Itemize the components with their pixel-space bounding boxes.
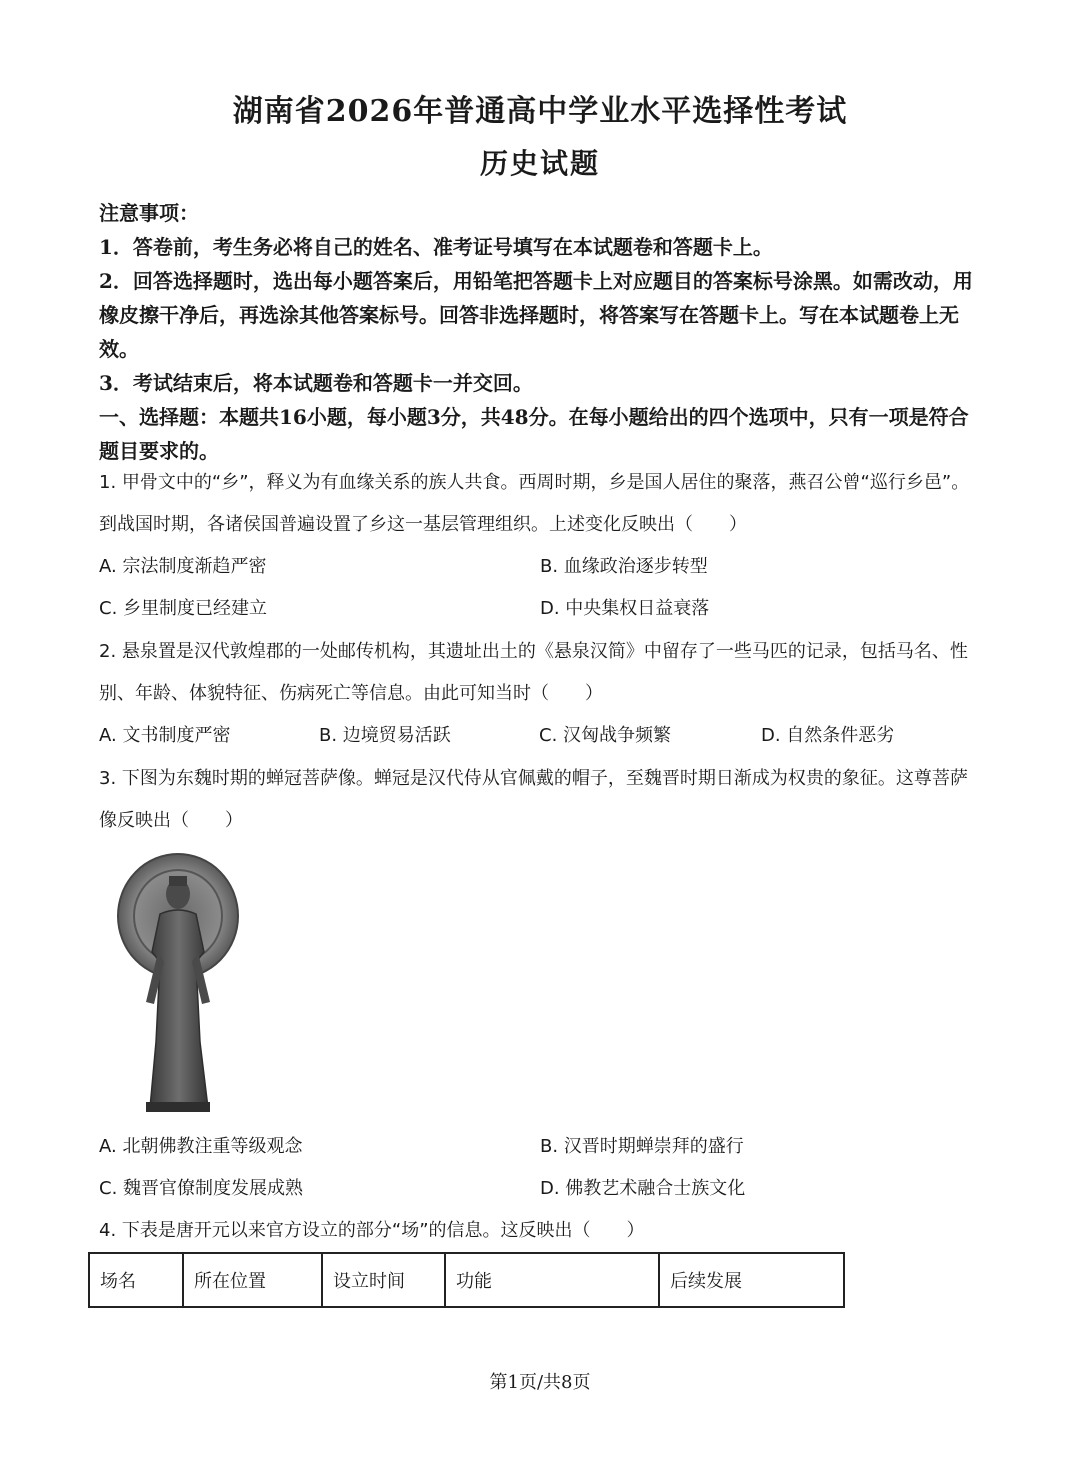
option-d: D. 佛教艺术融合士族文化 [540, 1178, 746, 1199]
table-header-row [89, 1253, 844, 1307]
page-number: 第1页/共8页 [489, 1372, 591, 1393]
option-d: D. 中央集权日益衰落 [540, 598, 710, 619]
option-list [99, 546, 984, 630]
option-list [99, 1126, 984, 1210]
page-subtitle: 历史试题 [479, 147, 600, 180]
option-c: C. 汉匈战争频繁 [539, 725, 672, 746]
option-a: A. 文书制度严密 [99, 725, 231, 746]
table-header-cell: 后续发展 [659, 1253, 844, 1307]
option-b: B. 血缘政治逐步转型 [540, 556, 708, 577]
section-instruction: 一、选择题：本题共16小题，每小题3分，共48分。在每小题给出的四个选项中，只有一项是符合题目要求的。 [99, 405, 969, 463]
notice-heading: 注意事项： [99, 201, 199, 225]
question-3-stem-block [99, 758, 984, 842]
question-4 [99, 1210, 984, 1252]
cicada-crown-bodhisattva-image [112, 852, 244, 1114]
question-4-table [88, 1252, 845, 1308]
option-c: C. 魏晋官僚制度发展成熟 [99, 1178, 304, 1199]
question-stem: 2. 悬泉置是汉代敦煌郡的一处邮传机构，其遗址出土的《悬泉汉简》中留存了一些马匹的记录，包括马名、性别、年龄、体貌特征、伤病死亡等信息。由此可知当时（ ） [99, 641, 968, 704]
question-1 [99, 462, 984, 630]
notice-item-3: 3．考试结束后，将本试题卷和答题卡一并交回。 [99, 371, 533, 395]
table-header-cell: 设立时间 [322, 1253, 445, 1307]
table-header-cell: 场名 [89, 1253, 183, 1307]
page-title: 湖南省2026年普通高中学业水平选择性考试 [232, 94, 848, 129]
question-3-options [99, 1126, 984, 1210]
notice-block [99, 196, 984, 468]
question-2 [99, 631, 984, 757]
table-header-cell: 所在位置 [183, 1253, 322, 1307]
option-b: B. 汉晋时期蝉崇拜的盛行 [540, 1136, 744, 1157]
option-c: C. 乡里制度已经建立 [99, 598, 268, 619]
table-header-cell: 功能 [445, 1253, 659, 1307]
notice-item-2: 2．回答选择题时，选出每小题答案后，用铅笔把答题卡上对应题目的答案标号涂黑。如需改动，用橡皮擦干净后，再选涂其他答案标号。回答非选择题时，将答案写在答题卡上。写在本试题卷上无效。 [99, 269, 973, 361]
question-stem: 4. 下表是唐开元以来官方设立的部分“场”的信息。这反映出（ ） [99, 1220, 645, 1241]
option-a: A. 北朝佛教注重等级观念 [99, 1136, 303, 1157]
notice-item-1: 1．答卷前，考生务必将自己的姓名、准考证号填写在本试题卷和答题卡上。 [99, 235, 773, 259]
question-stem: 3. 下图为东魏时期的蝉冠菩萨像。蝉冠是汉代侍从官佩戴的帽子，至魏晋时期日渐成为权贵的象征。这尊菩萨像反映出（ ） [99, 768, 968, 831]
option-d: D. 自然条件恶劣 [761, 725, 895, 746]
question-stem: 1. 甲骨文中的“乡”，释义为有血缘关系的族人共食。西周时期，乡是国人居住的聚落，燕召公曾“巡行乡邑”。到战国时期，各诸侯国普遍设置了乡这一基层管理组织。上述变化反映出（ ） [99, 472, 970, 535]
option-list [99, 715, 984, 757]
option-a: A. 宗法制度渐趋严密 [99, 556, 267, 577]
option-b: B. 边境贸易活跃 [319, 725, 451, 746]
